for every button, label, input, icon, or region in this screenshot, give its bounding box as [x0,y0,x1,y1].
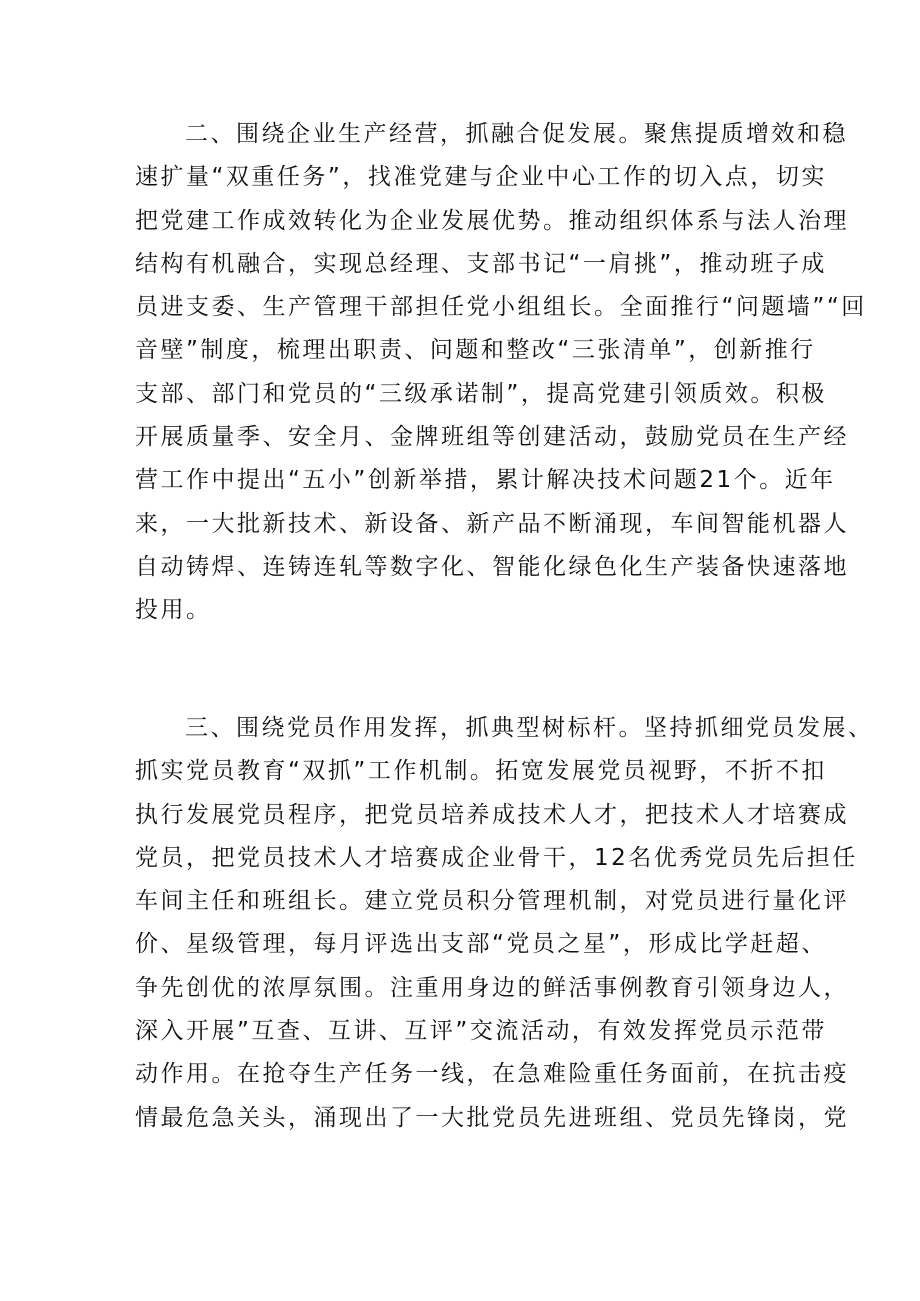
text-line: 二、围绕企业生产经营，抓融合促发展。聚焦提质增效和稳 [185,121,848,147]
text-line: 价、星级管理，每月评选出支部“党员之星”，形成比学赶超、 [135,931,827,958]
text-line: 抓实党员教育“双抓”工作机制。拓宽发展党员视野，不折不扣 [135,758,827,785]
text-line: 党员，把党员技术人才培赛成企业骨干，12名优秀党员先后担任 [135,844,858,871]
text-line: 速扩量“双重任务”，找准党建与企业中心工作的切入点，切实 [135,164,827,191]
paragraph-section-three [135,707,874,1140]
text-line: 动作用。在抢夺生产任务一线，在急难险重任务面前，在抗击疫 [135,1061,849,1088]
text-line: 投用。 [135,597,212,624]
text-line: 开展质量季、安全月、金牌班组等创建活动，鼓励党员在生产经 [135,424,849,451]
text-line: 员进支委、生产管理干部担任党小组组长。全面推行“问题墙”“回 [135,294,867,321]
text-line: 音壁”制度，梳理出职责、问题和整改“三张清单”，创新推行 [135,337,816,364]
text-line: 营工作中提出“五小”创新举措，累计解决技术问题21个。近年 [135,467,836,494]
text-line: 来，一大批新技术、新设备、新产品不断涌现，车间智能机器人 [135,510,849,537]
text-line: 把党建工作成效转化为企业发展优势。推动组织体系与法人治理 [135,207,849,234]
text-line: 车间主任和班组长。建立党员积分管理机制，对党员进行量化评 [135,888,849,915]
text-line: 自动铸焊、连铸连轧等数字化、智能化绿色化生产装备快速落地 [135,553,849,580]
text-line: 支部、部门和党员的“三级承诺制”，提高党建引领质效。积极 [135,380,827,407]
text-line: 三、围绕党员作用发挥，抓典型树标杆。坚持抓细党员发展、 [185,715,874,741]
text-line: 深入开展”互查、互讲、互评”交流活动，有效发挥党员示范带 [135,1018,827,1045]
text-line: 结构有机融合，实现总经理、支部书记“一肩挑”，推动班子成 [135,250,827,277]
text-line: 执行发展党员程序，把党员培养成技术人才，把技术人才培赛成 [135,801,849,828]
paragraph-section-two [135,113,867,633]
text-line: 争先创优的浓厚氛围。注重用身边的鲜活事例教育引领身边人， [135,974,849,1001]
text-line: 情最危急关头，涌现出了一大批党员先进班组、党员先锋岗，党 [135,1104,849,1131]
